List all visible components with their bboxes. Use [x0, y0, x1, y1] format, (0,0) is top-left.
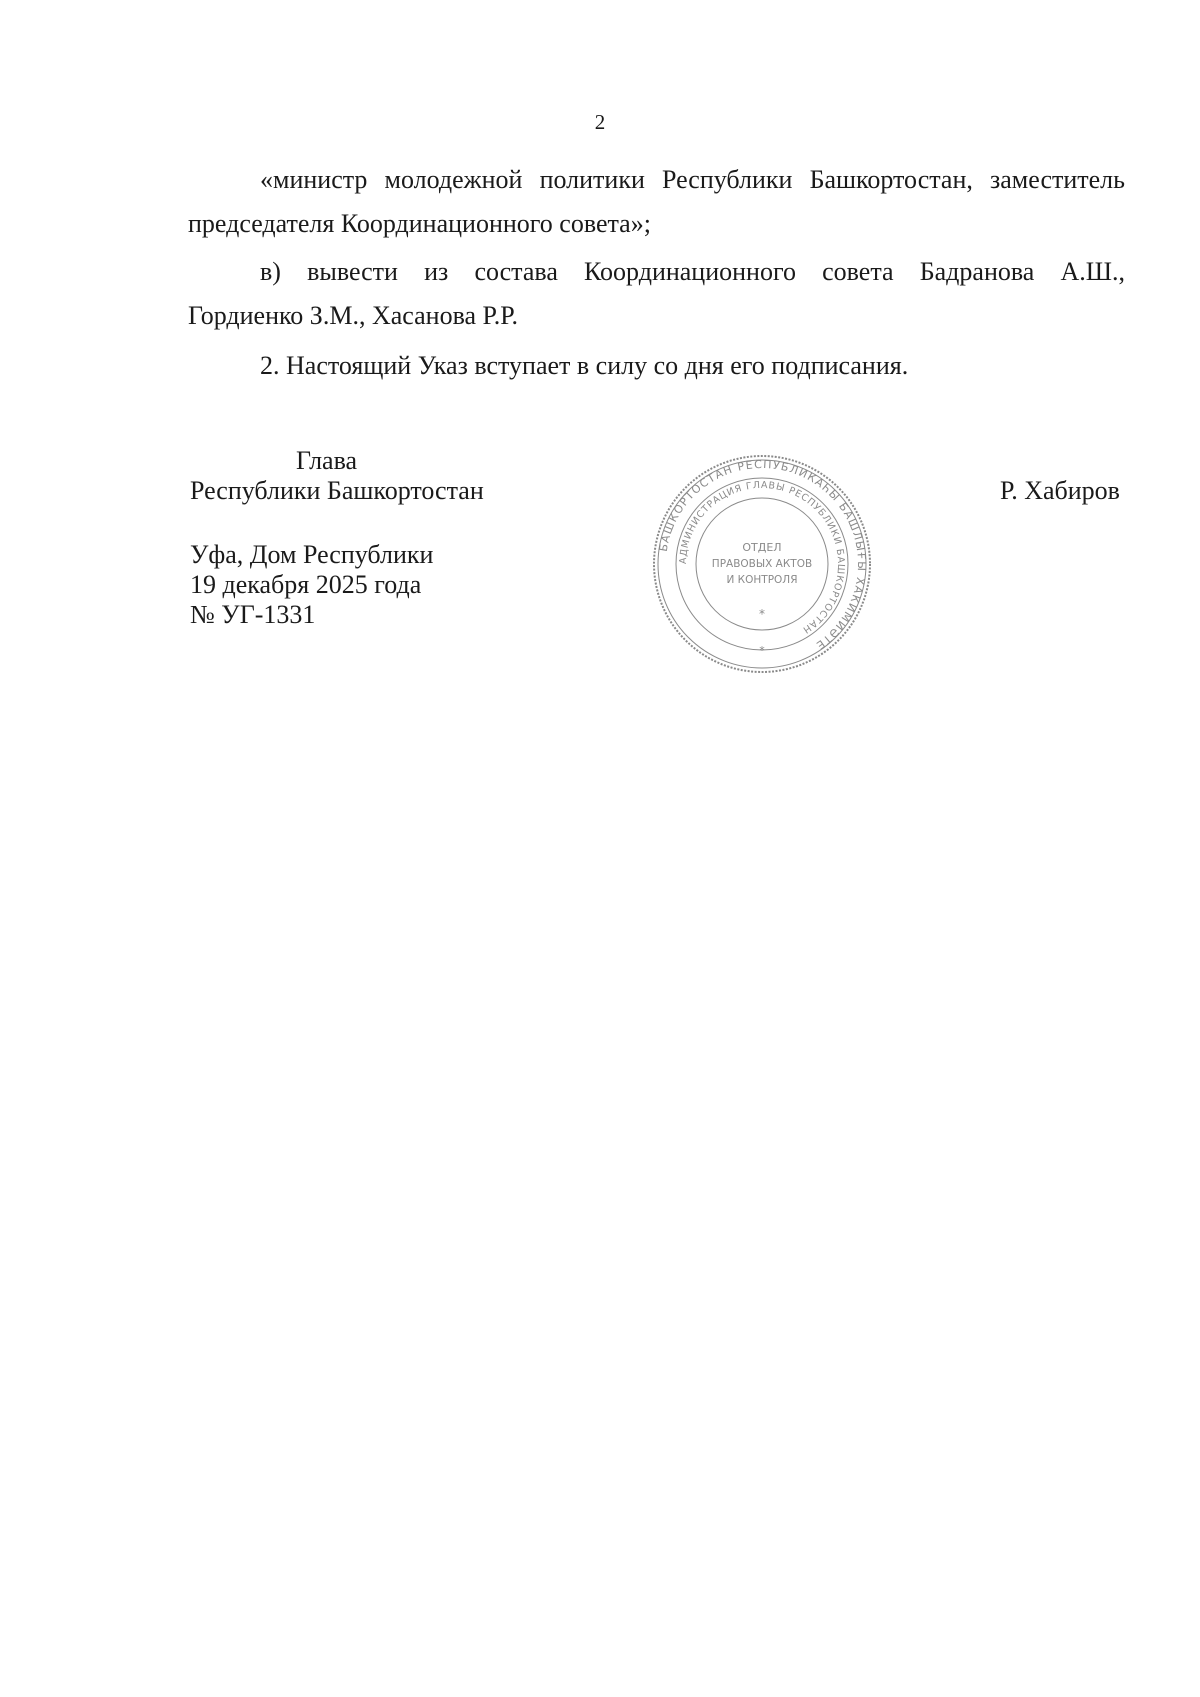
date: 19 декабря 2025 года — [190, 570, 422, 599]
official-stamp — [651, 453, 873, 675]
stamp-star-icon: * — [759, 607, 765, 621]
signatory-title-line-1: Глава — [296, 446, 358, 475]
paragraph-2-line-1: в) вывести из состава Координационного совета Бадранова А.Ш., — [260, 257, 1125, 286]
stamp-center-line-3: И КОНТРОЛЯ — [726, 574, 798, 586]
signatory-title-line-2: Республики Башкортостан — [190, 476, 484, 505]
stamp-bottom-star-icon: * — [759, 644, 765, 657]
paragraph-3: 2. Настоящий Указ вступает в силу со дня его подписания. — [260, 351, 909, 380]
document-number: № УГ-1331 — [190, 600, 316, 629]
paragraph-1-line-1: «министр молодежной политики Республики Башкортостан, заместитель — [260, 165, 1125, 194]
paragraph-2-line-2: Гордиенко З.М., Хасанова Р.Р. — [188, 301, 518, 330]
stamp-inner-text: АДМИНИСТРАЦИЯ ГЛАВЫ РЕСПУБЛИКИ БАШКОРТОСТАН — [677, 479, 847, 636]
stamp-outer-text: БАШКОРТОСТАН РЕСПУБЛИКАҺЫ БАШЛЫҒЫ ХАКИМИӘТЕ — [656, 457, 869, 653]
stamp-center-line-2: ПРАВОВЫХ АКТОВ — [711, 558, 813, 570]
signatory-name: Р. Хабиров — [1000, 476, 1120, 505]
place: Уфа, Дом Республики — [190, 540, 434, 569]
paragraph-1-line-2: председателя Координационного совета»; — [188, 209, 651, 238]
page-number: 2 — [594, 110, 606, 134]
stamp-center-line-1: ОТДЕЛ — [742, 541, 782, 554]
